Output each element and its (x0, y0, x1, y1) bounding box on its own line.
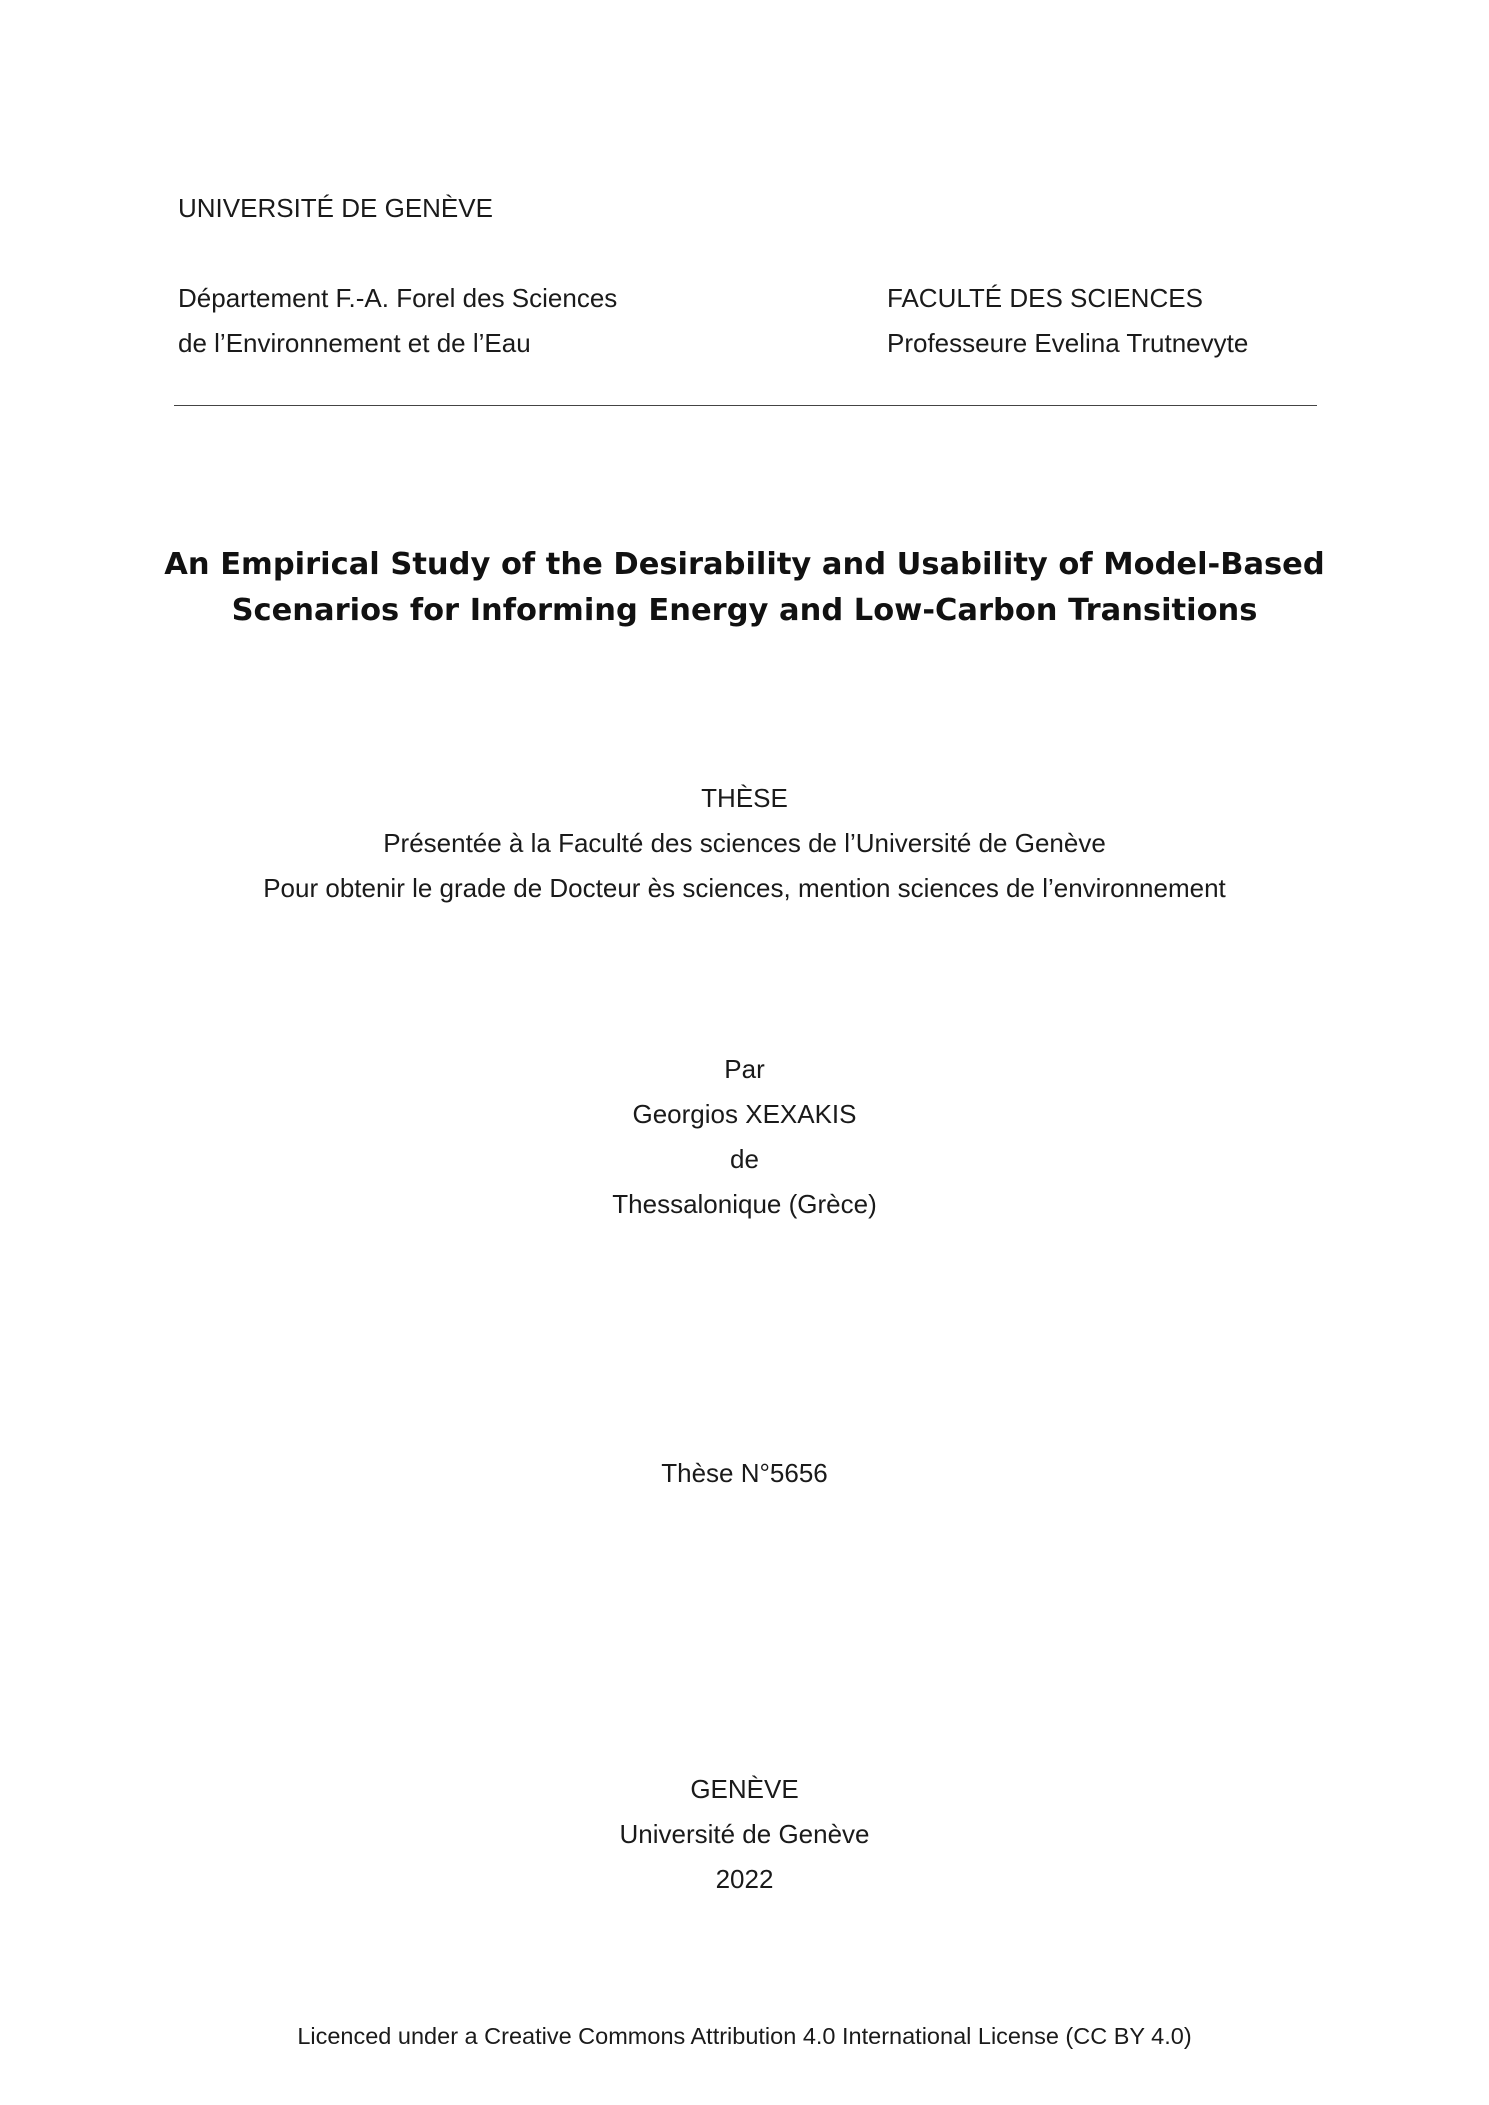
author-by: Par (724, 1054, 765, 1084)
author-origin: Thessalonique (Grèce) (612, 1189, 877, 1219)
faculty-name: FACULTÉ DES SCIENCES (887, 283, 1203, 313)
thesis-statement (0, 776, 1489, 911)
header-divider (174, 405, 1317, 406)
imprint-city: GENÈVE (690, 1774, 799, 1804)
author-block (0, 1047, 1489, 1227)
thesis-label: THÈSE (701, 783, 788, 813)
faculty-block (887, 276, 1248, 366)
university-name: UNIVERSITÉ DE GENÈVE (178, 193, 493, 223)
degree-line: Pour obtenir le grade de Docteur ès sciences, mention sciences de l’environnement (263, 873, 1226, 903)
department-line-1: Département F.-A. Forel des Sciences (178, 283, 618, 313)
presented-line: Présentée à la Faculté des sciences de l’Université de Genève (383, 828, 1106, 858)
thesis-number: Thèse N°5656 (661, 1458, 828, 1488)
author-name: Georgios XEXAKIS (632, 1099, 857, 1129)
imprint-publisher: Université de Genève (619, 1819, 870, 1849)
professor-name: Professeure Evelina Trutnevyte (887, 328, 1249, 358)
thesis-title (0, 542, 1489, 634)
department-line-2: de l’Environnement et de l’Eau (178, 328, 531, 358)
thesis-title-line-1: An Empirical Study of the Desirability and Usability of Model-Based (164, 547, 1325, 582)
license-notice: Licenced under a Creative Commons Attribution 4.0 International License (CC BY 4.0) (297, 2023, 1192, 2049)
imprint-block (0, 1767, 1489, 1902)
author-from: de (730, 1144, 759, 1174)
imprint-year: 2022 (715, 1864, 774, 1894)
department (178, 276, 617, 366)
thesis-title-line-2: Scenarios for Informing Energy and Low-Carbon Transitions (231, 593, 1258, 628)
